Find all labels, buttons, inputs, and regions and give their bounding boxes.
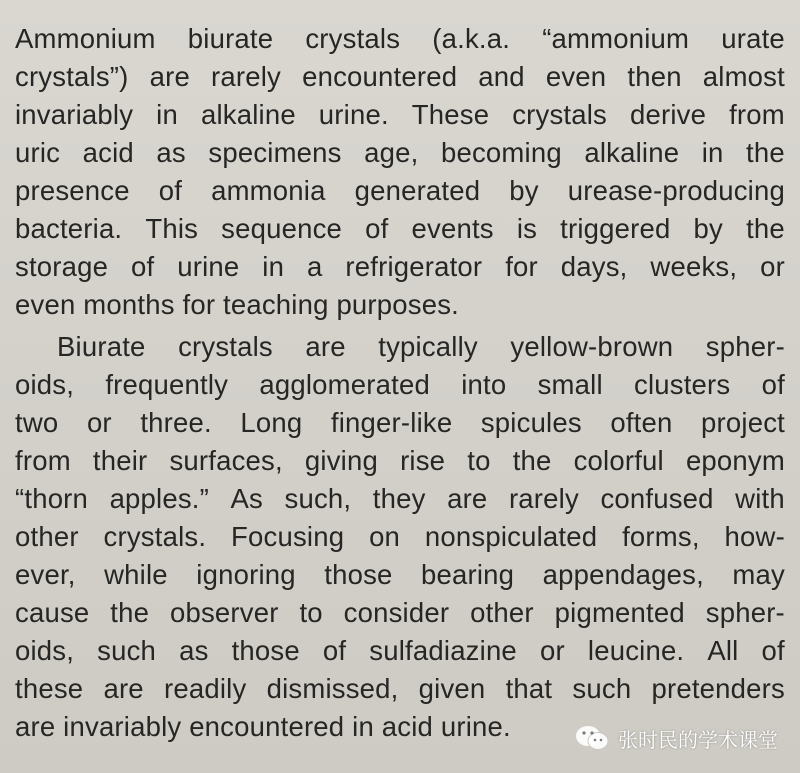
word: cause (15, 597, 90, 628)
word: other (15, 521, 79, 552)
word: Focusing (231, 521, 345, 552)
word: from (729, 99, 785, 130)
word: or (760, 251, 785, 282)
word: derive (630, 99, 707, 130)
wechat-icon (574, 724, 610, 752)
word: eponym (685, 445, 785, 476)
word: Biurate (57, 331, 146, 362)
word: crystals. (103, 521, 207, 552)
text-line (15, 366, 785, 403)
word: consider (343, 597, 450, 628)
word: sequence (221, 213, 343, 244)
line-text: are invariably encountered in acid urine. (15, 711, 511, 742)
word: the (746, 213, 785, 244)
word: ignoring (196, 559, 296, 590)
word: the (110, 597, 150, 628)
word: crystals”) (15, 61, 129, 92)
word: This (145, 213, 199, 244)
word: “thorn (15, 483, 89, 514)
word: bacteria. (15, 213, 123, 244)
word: the (512, 445, 552, 476)
word: days, (560, 251, 628, 282)
word: spher- (705, 597, 785, 628)
word: of (761, 635, 785, 666)
word: to (467, 445, 491, 476)
text-line (15, 556, 785, 593)
word: by (509, 175, 539, 206)
word: triggered (560, 213, 671, 244)
line-text: even months for teaching purposes. (15, 289, 460, 320)
text-line (15, 518, 785, 555)
word: and (478, 61, 525, 92)
word: invariably (15, 99, 134, 130)
word: alkaline (584, 137, 680, 168)
text-line (15, 210, 785, 247)
word: storage (15, 251, 109, 282)
word: into (461, 369, 507, 400)
word: urate (721, 23, 785, 54)
word: such, (284, 483, 352, 514)
word: leucine. (587, 635, 685, 666)
word: these (15, 673, 84, 704)
text-line (15, 286, 785, 323)
word: are (305, 331, 346, 362)
word: appendages, (542, 559, 704, 590)
word: ammonia (211, 175, 326, 206)
word: as (156, 137, 186, 168)
word: such (572, 673, 632, 704)
word: of (158, 175, 183, 206)
word: weeks, (650, 251, 738, 282)
word: events (411, 213, 494, 244)
word: of (322, 635, 347, 666)
word: urine (177, 251, 240, 282)
word: readily (163, 673, 247, 704)
word: in (156, 99, 178, 130)
word: surfaces, (169, 445, 283, 476)
word: “ammonium (542, 23, 690, 54)
word: oids, (15, 635, 75, 666)
word: clusters (634, 369, 731, 400)
word: while (104, 559, 168, 590)
word: small (537, 369, 603, 400)
word: finger-like (330, 407, 453, 438)
word: crystals (512, 99, 608, 130)
word: specimens (208, 137, 342, 168)
text-line (15, 442, 785, 479)
word: those (324, 559, 393, 590)
word: in (701, 137, 724, 168)
word: or (539, 635, 565, 666)
word: These (411, 99, 490, 130)
word: uric (15, 137, 61, 168)
word: pretenders (651, 673, 785, 704)
text-line (15, 594, 785, 631)
word: Ammonium (15, 23, 156, 54)
word: a (307, 251, 323, 282)
word: their (92, 445, 148, 476)
word: then (627, 61, 682, 92)
word: as (179, 635, 209, 666)
word: rarely (508, 483, 579, 514)
text-line (15, 58, 785, 95)
word: is (516, 213, 538, 244)
word: three. (140, 407, 212, 438)
word: sulfadiazine (369, 635, 517, 666)
word: that (505, 673, 553, 704)
word: confused (600, 483, 714, 514)
word: on (369, 521, 401, 552)
word: becoming (440, 137, 562, 168)
word: crystals (305, 23, 401, 54)
word: agglomerated (259, 369, 430, 400)
watermark-text: 张时民的学术课堂 (618, 727, 778, 752)
word: may (732, 559, 785, 590)
word: of (761, 369, 785, 400)
word: encountered (302, 61, 458, 92)
word: rarely (211, 61, 282, 92)
word: from (15, 445, 71, 476)
word: they (372, 483, 426, 514)
word: to (299, 597, 323, 628)
word: age, (364, 137, 419, 168)
word: of (365, 213, 389, 244)
word: spher- (705, 331, 785, 362)
text-line (15, 404, 785, 441)
word: for (505, 251, 538, 282)
word: the (746, 137, 785, 168)
word: colorful (573, 445, 664, 476)
word: urine. (318, 99, 389, 130)
word: All (707, 635, 739, 666)
word: are (447, 483, 488, 514)
word: in (262, 251, 285, 282)
word: project (701, 407, 785, 438)
word: other (470, 597, 534, 628)
word: presence (15, 175, 130, 206)
watermark (574, 722, 784, 754)
word: ever, (15, 559, 76, 590)
word: refrigerator (345, 251, 483, 282)
word: acid (82, 137, 134, 168)
word: apples.” (109, 483, 209, 514)
word: are (149, 61, 190, 92)
word: alkaline (200, 99, 296, 130)
text-line (15, 670, 785, 707)
word: often (610, 407, 673, 438)
word: nonspiculated (424, 521, 598, 552)
word: oids, (15, 369, 75, 400)
text-line (15, 248, 785, 285)
word: bearing (421, 559, 515, 590)
text-line (57, 328, 785, 365)
text-line (15, 134, 785, 171)
word: even (545, 61, 607, 92)
word: urease-producing (567, 175, 785, 206)
text-line (15, 172, 785, 209)
word: given (418, 673, 486, 704)
word: biurate (187, 23, 274, 54)
word: generated (354, 175, 481, 206)
word: spicules (480, 407, 582, 438)
word: (a.k.a. (432, 23, 511, 54)
word: with (735, 483, 785, 514)
word: by (693, 213, 723, 244)
text-line (15, 632, 785, 669)
word: Long (240, 407, 303, 438)
word: such (97, 635, 157, 666)
word: are (103, 673, 144, 704)
word: crystals (178, 331, 273, 362)
word: those (231, 635, 300, 666)
word: forms, (622, 521, 700, 552)
word: frequently (105, 369, 229, 400)
word: typically (378, 331, 478, 362)
word: observer (169, 597, 279, 628)
text-line (15, 480, 785, 517)
word: of (131, 251, 155, 282)
word: yellow-brown (510, 331, 674, 362)
word: pigmented (554, 597, 685, 628)
word: As (230, 483, 264, 514)
text-line (15, 20, 785, 57)
word: or (86, 407, 112, 438)
word: how- (724, 521, 785, 552)
word: almost (702, 61, 785, 92)
word: rise (400, 445, 446, 476)
word: two (15, 407, 59, 438)
word: giving (304, 445, 378, 476)
word: dismissed, (266, 673, 399, 704)
text-line (15, 96, 785, 133)
